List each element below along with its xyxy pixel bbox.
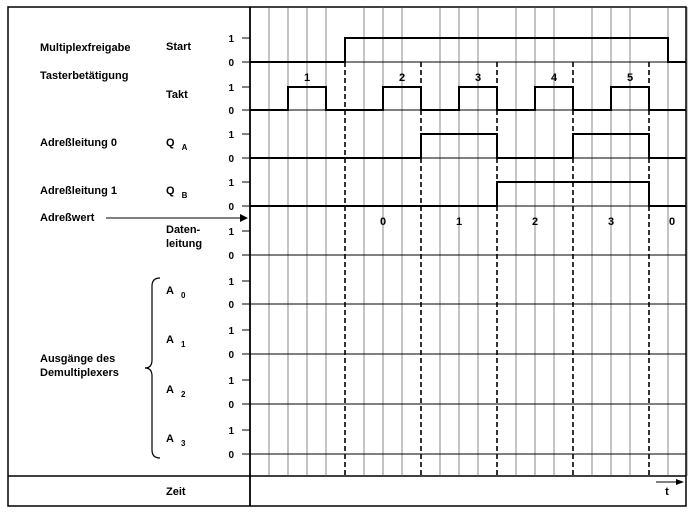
level-low-label: 0 [228,450,234,461]
level-low-label: 0 [228,350,234,361]
level-low-label: 0 [228,202,234,213]
adresswert-value: 1 [455,216,463,228]
signal-name: A $_3$ [166,433,186,448]
waveform-takt [250,87,686,110]
signal-name: Start [166,41,192,53]
signal-name: A $_2$ [166,384,186,399]
pulse-number: 3 [474,72,482,84]
level-low-label: 0 [228,400,234,411]
signal-subscript: B [181,191,188,200]
level-high-label: 1 [228,326,234,337]
signal-subscript: A [181,143,188,152]
level-high-label: 1 [228,376,234,387]
level-high-label: 1 [228,83,234,94]
level-high-label: 1 [228,227,234,238]
time-label: Zeit [166,486,186,498]
waveform-start [250,38,686,62]
level-high-label: 1 [228,277,234,288]
pulse-number: 1 [303,72,311,84]
pulse-number: 2 [398,72,406,84]
signal-subscript: 2 [180,390,186,399]
signal-name: A $_0$ [166,285,186,300]
outputs-group-line2: Demultiplexers [40,367,119,379]
signal-group-label: Adreßleitung 0 [40,137,118,149]
signal-name: Q $_B$ [166,185,188,200]
outputs-group-line1: Ausgänge des [40,353,116,365]
signal-subscript: 1 [180,340,186,349]
signal-group-label: Multiplexfreigabe [40,42,131,54]
time-arrowhead [676,479,684,485]
signal-name: Daten- [166,224,201,236]
level-high-label: 1 [228,130,234,141]
level-high-label: 1 [228,34,234,45]
signal-name: A $_1$ [166,334,186,349]
pulse-number: 4 [550,72,558,84]
adresswert-value: 0 [379,216,387,228]
labels [40,34,675,498]
adresswert-label: Adreßwert [40,212,95,224]
outputs-brace [145,278,160,458]
waveform-qa [250,134,686,158]
signal-name: Q $_A$ [166,137,188,152]
level-low-label: 0 [228,58,234,69]
signal-subscript: 3 [180,439,186,448]
pulse-number: 5 [626,72,634,84]
waveform-qb [250,182,686,206]
signal-subscript: 0 [180,291,186,300]
adresswert-value: 0 [668,216,676,228]
level-high-label: 1 [228,426,234,437]
signal-name-line2: leitung [166,238,203,250]
adresswert-value: 3 [607,216,615,228]
signal-name: Takt [166,89,188,101]
adresswert-value: 2 [531,216,539,228]
level-low-label: 0 [228,300,234,311]
signal-group-label: Adreßleitung 1 [40,185,118,197]
level-high-label: 1 [228,178,234,189]
level-low-label: 0 [228,251,234,262]
level-low-label: 0 [228,154,234,165]
time-axis-label: t [665,486,669,498]
adresswert-arrowhead [240,214,248,222]
level-low-label: 0 [228,106,234,117]
signal-group-label: Tasterbetätigung [40,70,129,82]
waveforms [250,38,686,206]
